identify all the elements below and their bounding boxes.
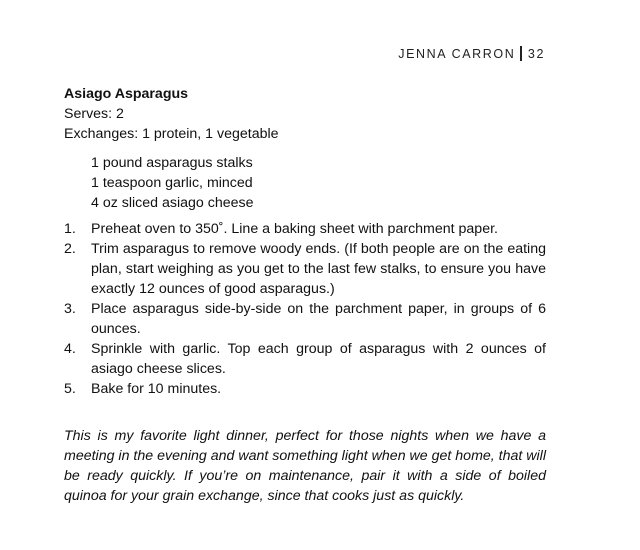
recipe-exchanges: Exchanges: 1 protein, 1 vegetable bbox=[64, 126, 279, 142]
recipe-note: This is my favorite light dinner, perfect for those nights when we have a meeting in the evening and want something light when we get home, that will be ready quickly. If you’re on maintenance, pair it with a side of boiled quinoa for your grain exchange, since that cooks just as quickly. bbox=[64, 428, 546, 504]
step-text: Place asparagus side-by-side on the parchment paper, in groups of 6 ounces. bbox=[91, 301, 546, 337]
recipe-serves: Serves: 2 bbox=[64, 106, 124, 122]
step-number: 5. bbox=[64, 381, 76, 397]
page-number: 32 bbox=[527, 46, 545, 61]
ingredient-item: 1 teaspoon garlic, minced bbox=[91, 175, 253, 191]
step-number: 4. bbox=[64, 341, 76, 357]
step-text: Preheat oven to 350˚. Line a baking sheet with parchment paper. bbox=[91, 221, 498, 237]
step-number: 1. bbox=[64, 221, 76, 237]
step-item bbox=[64, 299, 546, 339]
running-header bbox=[398, 46, 545, 61]
header-separator bbox=[520, 46, 522, 61]
step-text: Bake for 10 minutes. bbox=[91, 381, 222, 397]
step-item bbox=[64, 339, 546, 379]
recipe-title: Asiago Asparagus bbox=[64, 86, 189, 102]
step-item bbox=[64, 379, 546, 399]
ingredient-item: 1 pound asparagus stalks bbox=[91, 155, 253, 171]
step-list bbox=[64, 219, 546, 399]
step-item bbox=[64, 239, 546, 299]
header-author: JENNA CARRON bbox=[398, 46, 516, 61]
ingredient-item: 4 oz sliced asiago cheese bbox=[91, 195, 254, 211]
ingredient-list bbox=[91, 153, 546, 213]
recipe-body bbox=[64, 84, 546, 399]
step-text: Trim asparagus to remove woody ends. (If both people are on the eating plan, start weighing as you get to the last few stalks, to ensure you have exactly 12 ounces of good asparagus.) bbox=[91, 241, 546, 297]
step-text: Sprinkle with garlic. Top each group of asparagus with 2 ounces of asiago cheese slices. bbox=[91, 341, 546, 377]
step-number: 2. bbox=[64, 241, 76, 257]
step-item bbox=[64, 219, 546, 239]
step-number: 3. bbox=[64, 301, 76, 317]
